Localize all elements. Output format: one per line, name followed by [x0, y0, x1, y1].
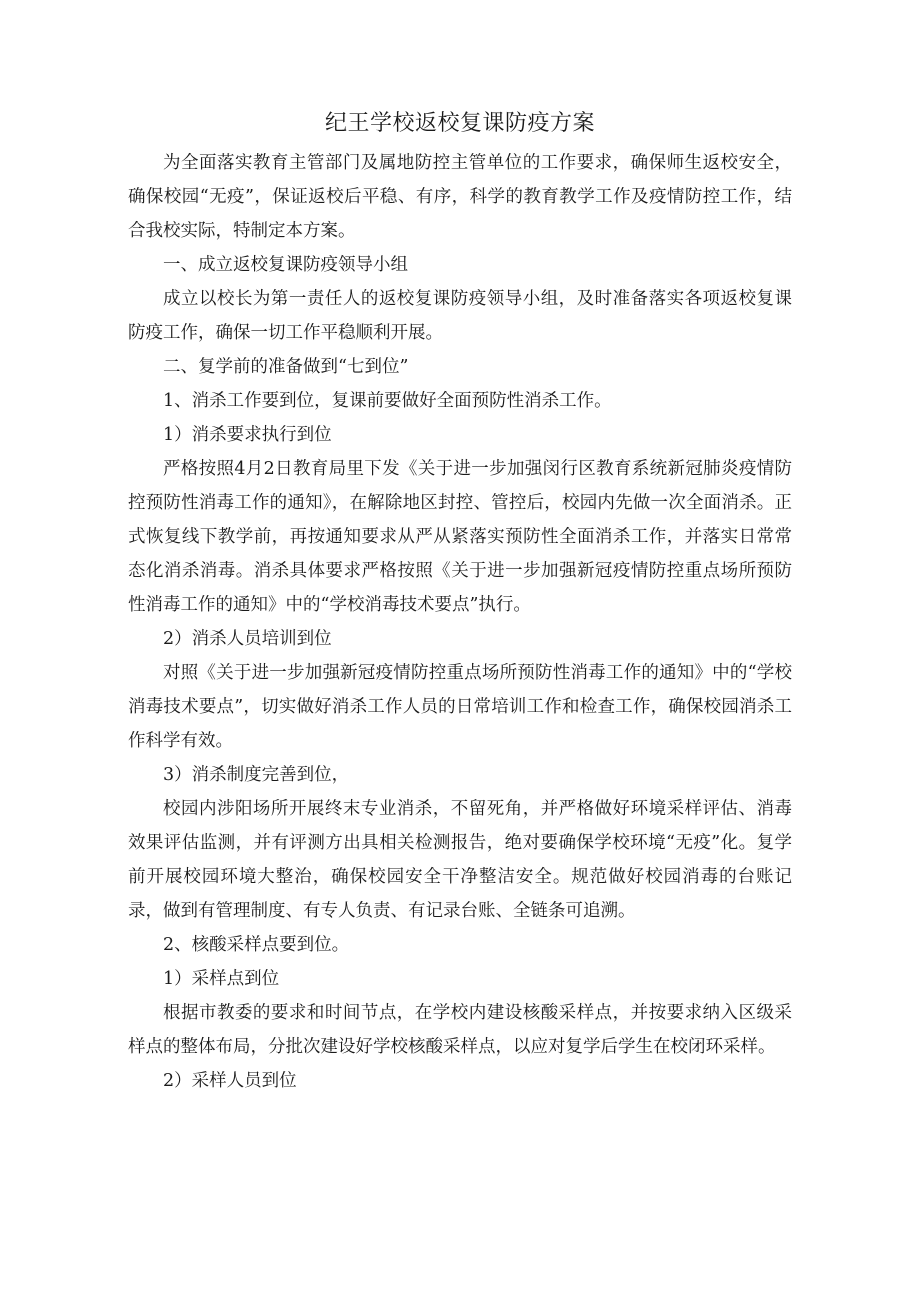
- section-heading-1: 一、成立返校复课防疫领导小组: [163, 255, 408, 275]
- intro-paragraph: 为全面落实教育主管部门及属地防控主管单位的工作要求，确保师生返校安全，确保校园“无疫”，保证返校后平稳、有序，科学的教育教学工作及疫情防控工作，结合我校实际，特制定本方案。: [128, 153, 792, 241]
- section-heading-2: 二、复学前的准备做到“七到位”: [163, 357, 409, 377]
- item-heading: 3）消杀制度完善到位，: [163, 765, 350, 785]
- item-heading: 2）采样人员到位: [163, 1071, 297, 1091]
- item-heading: 1）采样点到位: [163, 969, 280, 989]
- body-paragraph: 成立以校长为第一责任人的返校复课防疫领导小组，及时准备落实各项返校复课防疫工作，确保一切工作平稳顺利开展。: [128, 289, 792, 343]
- body-paragraph: 严格按照4月2日教育局里下发《关于进一步加强闵行区教育系统新冠肺炎疫情防控预防性消毒工作的通知》，在解除地区封控、管控后，校园内先做一次全面消杀。正式恢复线下教学前，再按通知要求从严从紧落实预防性全面消杀工作，并落实日常常态化消杀消毒。消杀具体要求严格按照《关于进一步加强新冠疫情防控重点场所预防性消毒工作的通知》中的“学校消毒技术要点”执行。: [128, 459, 792, 615]
- subsection-heading: 2、核酸采样点要到位。: [163, 935, 350, 955]
- document-title: 纪王学校返校复课防疫方案: [324, 111, 595, 136]
- body-paragraph: 根据市教委的要求和时间节点，在学校内建设核酸采样点，并按要求纳入区级采样点的整体布局，分批次建设好学校核酸采样点，以应对复学后学生在校闭环采样。: [128, 1003, 792, 1057]
- body-paragraph: 对照《关于进一步加强新冠疫情防控重点场所预防性消毒工作的通知》中的“学校消毒技术要点”，切实做好消杀工作人员的日常培训工作和检查工作，确保校园消杀工作科学有效。: [128, 663, 792, 751]
- subsection-heading: 1、消杀工作要到位，复课前要做好全面预防性消杀工作。: [163, 391, 612, 411]
- item-heading: 2）消杀人员培训到位: [163, 629, 332, 649]
- item-heading: 1）消杀要求执行到位: [163, 425, 332, 445]
- body-paragraph: 校园内涉阳场所开展终末专业消杀，不留死角，并严格做好环境采样评估、消毒效果评估监测，并有评测方出具相关检测报告，绝对要确保学校环境“无疫”化。复学前开展校园环境大整治，确保校园安全干净整洁安全。规范做好校园消毒的台账记录，做到有管理制度、有专人负责、有记录台账、全链条可追溯。: [128, 799, 792, 921]
- document-body: [128, 146, 792, 1098]
